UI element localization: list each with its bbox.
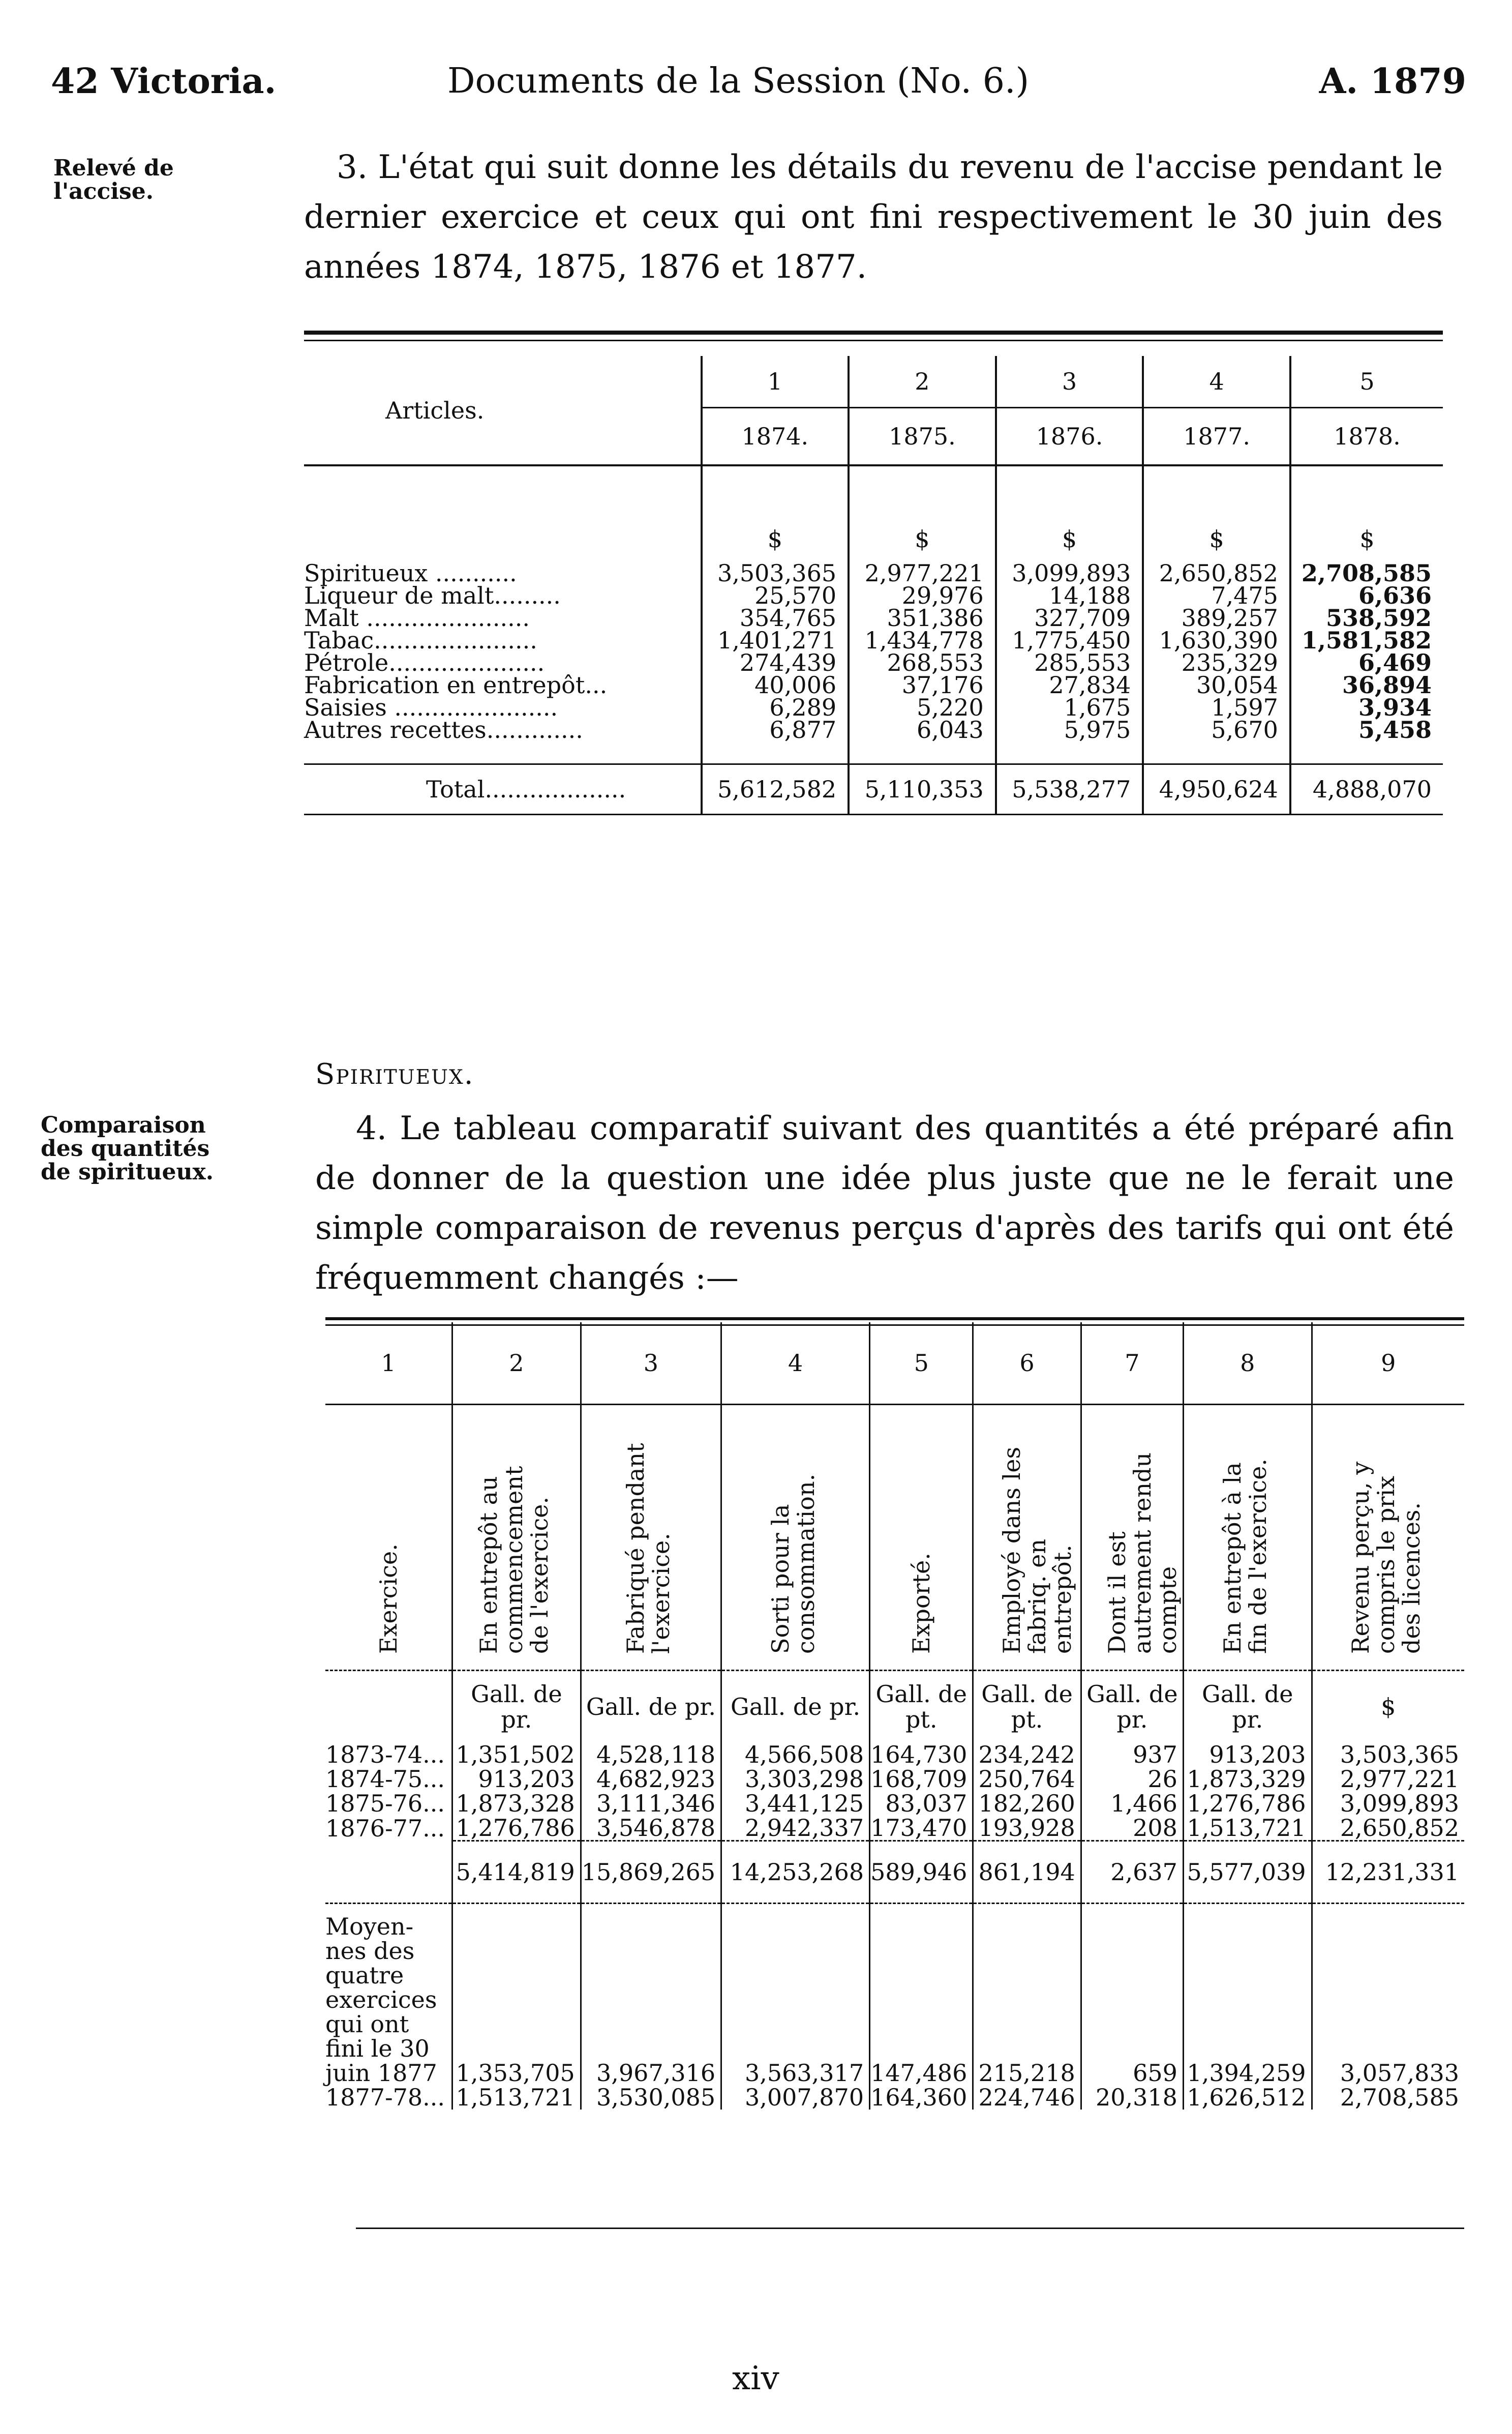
currency-label: $	[996, 465, 1143, 562]
cell: 354,765	[702, 607, 849, 629]
cell: 4,682,923	[581, 1767, 721, 1791]
header-col-8: En entrepôt à la fin de l'exercice.	[1218, 1458, 1272, 1654]
cell: 5,220	[849, 696, 996, 719]
margin-note-line: de spiritueux.	[41, 1159, 214, 1185]
year-header: 1877.	[1143, 408, 1290, 466]
table-row: Malt ...................... 354,765 351,386 327,709 389,257 538,592	[304, 607, 1443, 629]
cell: 1874-75...	[325, 1765, 445, 1793]
cell: 6,289	[702, 696, 849, 719]
cell: 1877-78...	[325, 2084, 445, 2111]
cell: 1,873,328	[452, 1791, 581, 1816]
currency-label: $	[849, 465, 996, 562]
cell: 3,503,365	[1312, 1742, 1464, 1767]
cell: 351,386	[849, 607, 996, 629]
cell: 389,257	[1143, 607, 1290, 629]
header-col-9: Revenu perçu, y compris le prix des licences.	[1346, 1461, 1425, 1654]
currency-label: $	[1290, 465, 1443, 562]
cell: 182,260	[973, 1791, 1081, 1816]
cell: 3,934	[1290, 696, 1443, 719]
sum-cell: 12,231,331	[1312, 1841, 1464, 1904]
total-cell: 5,538,277	[996, 764, 1143, 815]
margin-note-line: l'accise.	[53, 179, 154, 204]
averages-row	[325, 1904, 1464, 2086]
cell: 913,203	[1183, 1742, 1312, 1767]
row-label: Autres recettes	[304, 716, 487, 744]
cell: 3,546,878	[581, 1816, 721, 1841]
margin-note-line: des quantités	[41, 1136, 210, 1162]
cell: 1,466	[1081, 1791, 1183, 1816]
average-cell: 3,563,317	[721, 1904, 870, 2086]
cell: 1,675	[996, 696, 1143, 719]
sum-cell: 15,869,265	[581, 1841, 721, 1904]
table1-top-rule	[304, 331, 1443, 335]
total-row: Total................... 5,612,582 5,110,353 5,538,277 4,950,624 4,888,070	[304, 764, 1443, 815]
cell: 1,434,778	[849, 629, 996, 651]
table-row	[325, 1742, 1464, 1767]
cell: 274,439	[702, 651, 849, 674]
sum-cell: 589,946	[870, 1841, 973, 1904]
table-row: Tabac...................... 1,401,271 1,434,778 1,775,450 1,630,390 1,581,582	[304, 629, 1443, 651]
average-cell: 3,057,833	[1312, 1904, 1464, 2086]
cell: 1,401,271	[702, 629, 849, 651]
row-label: Saisies	[304, 694, 387, 721]
header-col-6: Employé dans les fabriq. en entrepôt.	[998, 1446, 1077, 1654]
currency-label: $	[702, 465, 849, 562]
cell: 937	[1081, 1742, 1183, 1767]
section-title: Spiritueux.	[315, 1058, 474, 1091]
cell: 1,351,502	[452, 1742, 581, 1767]
row-label: Liqueur de malt	[304, 582, 494, 609]
average-cell: 1,394,259	[1183, 1904, 1312, 2086]
cell: 5,458	[1290, 719, 1443, 741]
cell: 29,976	[849, 584, 996, 607]
cell: 27,834	[996, 674, 1143, 696]
cell: 1,775,450	[996, 629, 1143, 651]
average-cell: 659	[1081, 1904, 1183, 2086]
articles-header: Articles.	[385, 396, 485, 424]
col-number: 7	[1081, 1322, 1183, 1405]
spirits-comparison-table	[325, 1322, 1464, 2110]
header-exercice: Exercice.	[375, 1543, 403, 1654]
table-row	[325, 1791, 1464, 1816]
cell: 3,441,125	[721, 1791, 870, 1816]
page-number: xiv	[732, 2360, 779, 2397]
sum-cell: 14,253,268	[721, 1841, 870, 1904]
cell: 193,928	[973, 1816, 1081, 1841]
average-cell: 215,218	[973, 1904, 1081, 2086]
total-cell: 4,888,070	[1290, 764, 1443, 815]
total-cell: 5,110,353	[849, 764, 996, 815]
sum-cell: 5,577,039	[1183, 1841, 1312, 1904]
cell: 1,513,721	[1183, 1816, 1312, 1841]
cell: 40,006	[702, 674, 849, 696]
cell: 4,566,508	[721, 1742, 870, 1767]
total-label: Total	[426, 776, 485, 803]
table-row: Fabrication en entrepôt... 40,006 37,176 27,834 30,054 36,894	[304, 674, 1443, 696]
cell: 2,708,585	[1290, 562, 1443, 584]
cell: 6,877	[702, 719, 849, 741]
table2-top-rule	[325, 1317, 1464, 1320]
unit-label: Gall. de pr.	[721, 1671, 870, 1743]
header-col-4: Sorti pour la consommation.	[766, 1473, 820, 1654]
cell: 25,570	[702, 584, 849, 607]
cell: 4,528,118	[581, 1742, 721, 1767]
cell: 6,043	[849, 719, 996, 741]
cell: 3,099,893	[1312, 1791, 1464, 1816]
col-number: 4	[1143, 356, 1290, 408]
margin-note-line: Comparaison	[41, 1112, 206, 1138]
cell: 164,730	[870, 1742, 973, 1767]
unit-label: Gall. de pt.	[973, 1671, 1081, 1743]
col-number: 3	[996, 356, 1143, 408]
col-number: 2	[849, 356, 996, 408]
col-number: 3	[581, 1322, 721, 1405]
cell: 285,553	[996, 651, 1143, 674]
cell: 7,475	[1143, 584, 1290, 607]
cell: 30,054	[1143, 674, 1290, 696]
cell: 1,276,786	[1183, 1791, 1312, 1816]
average-cell: 147,486	[870, 1904, 973, 2086]
sum-cell: 861,194	[973, 1841, 1081, 1904]
table-row	[325, 2085, 1464, 2110]
margin-note-line: Relevé de	[53, 155, 174, 181]
cell: 250,764	[973, 1767, 1081, 1791]
cell: 2,650,852	[1312, 1816, 1464, 1841]
running-head-left: 42 Victoria.	[51, 61, 277, 102]
cell: 1873-74...	[325, 1741, 445, 1768]
currency-label: $	[1143, 465, 1290, 562]
year-header: 1878.	[1290, 408, 1443, 466]
excise-revenue-table	[304, 356, 1443, 815]
margin-note-comparaison	[41, 1114, 214, 1184]
averages-label: Moyen- nes des quatre exercices qui ont fini le 30 juin 1877	[325, 1913, 437, 2087]
cell: 1,276,786	[452, 1816, 581, 1841]
table-row	[325, 1816, 1464, 1841]
col-number: 5	[1290, 356, 1443, 408]
cell: 3,303,298	[721, 1767, 870, 1791]
row-label: Pétrole	[304, 649, 389, 676]
cell: 1,513,721	[452, 2085, 581, 2110]
table-row: Pétrole..................... 274,439 268,553 285,553 235,329 6,469	[304, 651, 1443, 674]
row-label: Malt	[304, 604, 359, 632]
cell: 3,099,893	[996, 562, 1143, 584]
table2-bottom-rule	[356, 2228, 1464, 2229]
cell: 3,530,085	[581, 2085, 721, 2110]
cell: 913,203	[452, 1767, 581, 1791]
paragraph-3: 3. L'état qui suit donne les détails du revenu de l'accise pendant le dernier exercice et ceux qui ont fini respectivement le 30 juin des années 1874, 1875, 1876 et 1877.	[304, 149, 1443, 286]
cell: 83,037	[870, 1791, 973, 1816]
col-number: 1	[702, 356, 849, 408]
header-col-7: Dont il est autrement rendu compte	[1103, 1452, 1182, 1654]
cell: 224,746	[973, 2085, 1081, 2110]
cell: 37,176	[849, 674, 996, 696]
row-label: Fabrication en entrepôt	[304, 671, 585, 699]
cell: 1875-76...	[325, 1790, 445, 1817]
average-cell: 3,967,316	[581, 1904, 721, 2086]
row-label: Spiritueux	[304, 559, 428, 587]
col-number: 5	[870, 1322, 973, 1405]
total-cell: 5,612,582	[702, 764, 849, 815]
col-number: 4	[721, 1322, 870, 1405]
cell: 36,894	[1290, 674, 1443, 696]
col-number: 1	[325, 1322, 452, 1405]
cell: 1,873,329	[1183, 1767, 1312, 1791]
unit-label: Gall. de pr.	[581, 1671, 721, 1743]
cell: 2,977,221	[1312, 1767, 1464, 1791]
row-label: Tabac	[304, 627, 374, 654]
header-col-2: En entrepôt au commencement de l'exercice.	[474, 1466, 553, 1654]
cell: 2,650,852	[1143, 562, 1290, 584]
table-row: Autres recettes............. 6,877 6,043 5,975 5,670 5,458	[304, 719, 1443, 741]
cell: 5,975	[996, 719, 1143, 741]
cell: 538,592	[1290, 607, 1443, 629]
sum-row	[325, 1841, 1464, 1904]
table1-top-rule-thin	[304, 340, 1443, 341]
col-number: 8	[1183, 1322, 1312, 1405]
unit-label: $	[1312, 1671, 1464, 1743]
average-cell: 1,353,705	[452, 1904, 581, 2086]
cell: 3,503,365	[702, 562, 849, 584]
col-number: 6	[973, 1322, 1081, 1405]
cell: 1,581,582	[1290, 629, 1443, 651]
cell: 3,111,346	[581, 1791, 721, 1816]
cell: 235,329	[1143, 651, 1290, 674]
cell: 5,670	[1143, 719, 1290, 741]
unit-label: Gall. de pr.	[1081, 1671, 1183, 1743]
cell: 173,470	[870, 1816, 973, 1841]
cell: 2,942,337	[721, 1816, 870, 1841]
cell: 268,553	[849, 651, 996, 674]
cell: 208	[1081, 1816, 1183, 1841]
total-cell: 4,950,624	[1143, 764, 1290, 815]
header-col-5: Exporté.	[908, 1553, 935, 1654]
paragraph-4: 4. Le tableau comparatif suivant des quantités a été préparé afin de donner de la question une idée plus juste que ne le ferait une simple comparaison de revenus perçus d'après des tarifs qui ont été fréquemment changés :—	[315, 1110, 1454, 1297]
col-number: 9	[1312, 1322, 1464, 1405]
header-col-3: Fabriqué pendant l'exercice.	[622, 1443, 675, 1654]
cell: 2,977,221	[849, 562, 996, 584]
cell: 1,630,390	[1143, 629, 1290, 651]
cell: 14,188	[996, 584, 1143, 607]
year-header: 1876.	[996, 408, 1143, 466]
running-head-center: Documents de la Session (No. 6.)	[447, 61, 1030, 101]
cell: 6,469	[1290, 651, 1443, 674]
sum-cell: 5,414,819	[452, 1841, 581, 1904]
cell: 6,636	[1290, 584, 1443, 607]
table-row: Saisies ...................... 6,289 5,220 1,675 1,597 3,934	[304, 696, 1443, 719]
cell: 234,242	[973, 1742, 1081, 1767]
unit-label: Gall. de pr.	[1183, 1671, 1312, 1743]
sum-cell: 2,637	[1081, 1841, 1183, 1904]
cell: 20,318	[1081, 2085, 1183, 2110]
cell: 2,708,585	[1312, 2085, 1464, 2110]
cell: 3,007,870	[721, 2085, 870, 2110]
cell: 26	[1081, 1767, 1183, 1791]
table-row	[325, 1767, 1464, 1791]
year-header: 1874.	[702, 408, 849, 466]
cell: 1,626,512	[1183, 2085, 1312, 2110]
year-header: 1875.	[849, 408, 996, 466]
margin-note-releve	[53, 157, 174, 203]
table-row: Spiritueux ........... 3,503,365 2,977,221 3,099,893 2,650,852 2,708,585	[304, 562, 1443, 584]
cell: 327,709	[996, 607, 1143, 629]
unit-label: Gall. de pr.	[452, 1671, 581, 1743]
cell: 168,709	[870, 1767, 973, 1791]
cell: 164,360	[870, 2085, 973, 2110]
unit-label: Gall. de pt.	[870, 1671, 973, 1743]
table-row: Liqueur de malt......... 25,570 29,976 14,188 7,475 6,636	[304, 584, 1443, 607]
col-number: 2	[452, 1322, 581, 1405]
cell: 1876-77...	[325, 1814, 445, 1842]
cell: 1,597	[1143, 696, 1290, 719]
running-head-right: A. 1879	[1319, 61, 1466, 102]
